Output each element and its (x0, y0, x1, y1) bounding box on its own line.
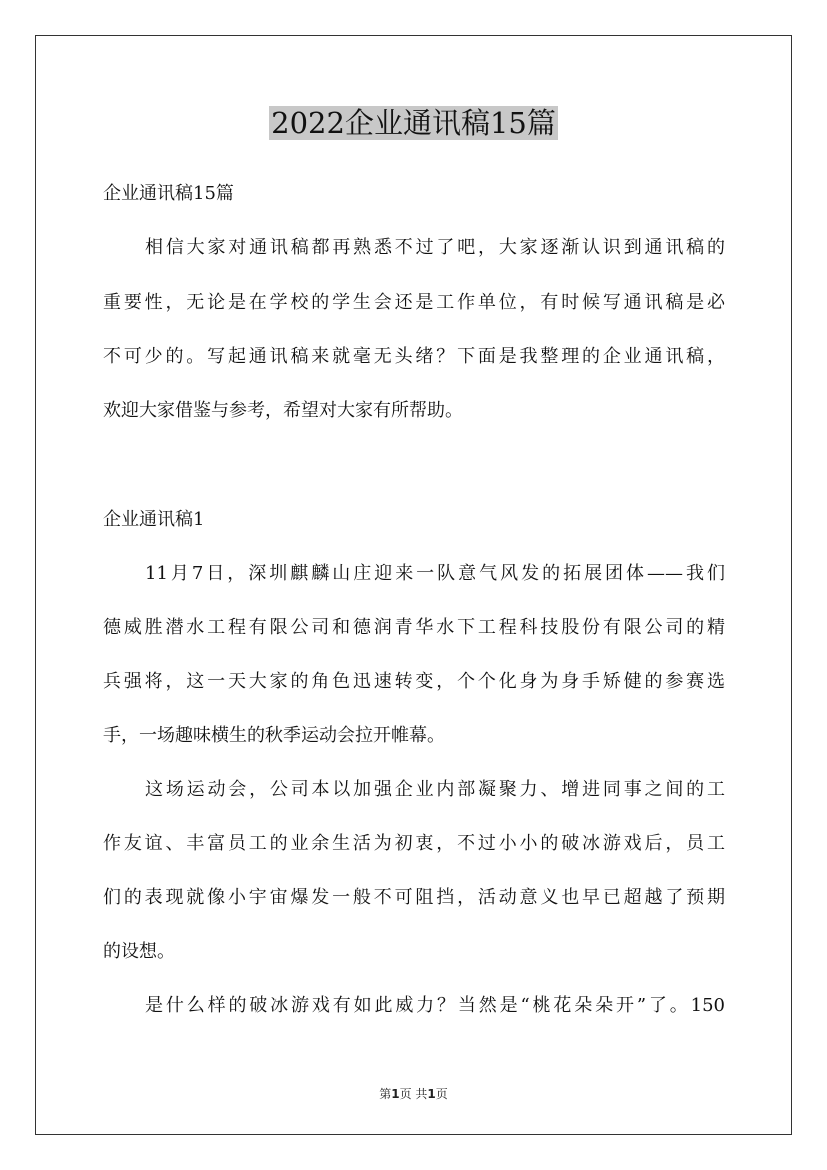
intro-line-1: 相信大家对通讯稿都再熟悉不过了吧，大家逐渐认识到通讯稿的 (145, 237, 725, 258)
intro-line-4: 欢迎大家借鉴与参考，希望对大家有所帮助。 (103, 400, 463, 421)
document-title-text: 2022企业通讯稿15篇 (271, 106, 556, 140)
intro-line-2: 重要性，无论是在学校的学生会还是工作单位，有时候写通讯稿是必 (103, 292, 725, 313)
document-title (0, 103, 827, 143)
para1-line-4: 手，一场趣味横生的秋季运动会拉开帷幕。 (103, 725, 445, 746)
para2-line-2: 作友谊、丰富员工的业余生活为初衷，不过小小的破冰游戏后，员工 (103, 833, 725, 854)
para3-line-1: 是什么样的破冰游戏有如此威力？当然是“桃花朵朵开”了。150 (145, 995, 725, 1016)
page-footer (0, 1086, 827, 1102)
para1-line-3: 兵强将，这一天大家的角色迅速转变，个个化身为身手矫健的参赛选 (103, 671, 725, 692)
section-heading: 企业通讯稿1 (103, 509, 205, 530)
para1-line-2: 德威胜潜水工程有限公司和德润青华水下工程科技股份有限公司的精 (103, 617, 725, 638)
footer-page-mid: 页 共 (399, 1087, 428, 1101)
footer-page-prefix: 第 (379, 1087, 392, 1101)
footer-page-current: 1 (391, 1087, 400, 1101)
para2-line-1: 这场运动会，公司本以加强企业内部凝聚力、增进同事之间的工 (145, 779, 725, 800)
intro-line-3: 不可少的。写起通讯稿来就毫无头绪？下面是我整理的企业通讯稿， (103, 346, 725, 367)
document-subtitle: 企业通讯稿15篇 (103, 183, 234, 204)
para2-line-4: 的设想。 (103, 941, 175, 962)
footer-page-suffix: 页 (435, 1087, 448, 1101)
para1-line-1: 11月7日，深圳麒麟山庄迎来一队意气风发的拓展团体——我们 (145, 563, 725, 584)
footer-page-total: 1 (427, 1087, 436, 1101)
para2-line-3: 们的表现就像小宇宙爆发一般不可阻挡，活动意义也早已超越了预期 (103, 887, 725, 908)
